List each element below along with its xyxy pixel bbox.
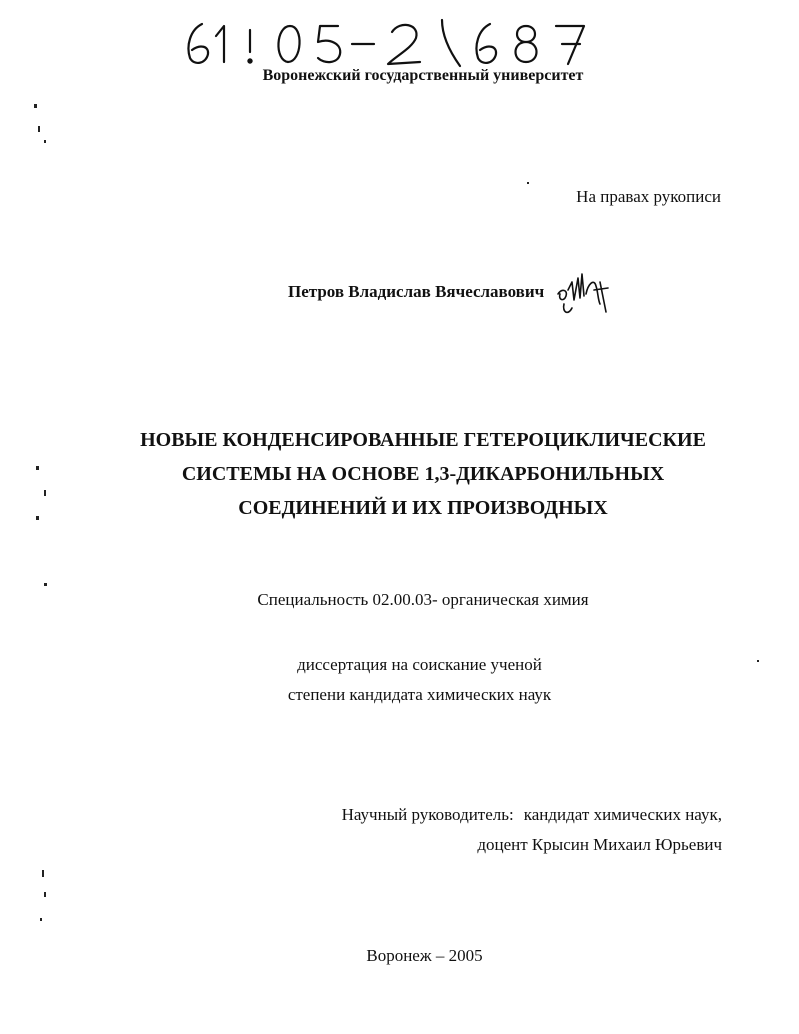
scan-speck: [44, 583, 47, 586]
handwritten-archive-code: [180, 16, 610, 68]
author-name: Петров Владислав Вячеславович: [288, 282, 545, 301]
title-line-2: СИСТЕМЫ НА ОСНОВЕ 1,3-ДИКАРБОНИЛЬНЫХ: [181, 463, 665, 485]
scan-speck: [44, 892, 46, 897]
scan-speck: [38, 126, 40, 132]
scan-speck: [34, 104, 37, 108]
scan-speck: [42, 870, 44, 877]
supervisor-name: доцент Крысин Михаил Юрьевич: [477, 835, 722, 854]
supervisor-label: Научный руководитель:: [341, 805, 514, 824]
degree-line-1: диссертация на соискание ученой: [297, 655, 542, 674]
degree-line-2: степени кандидата химических наук: [287, 685, 552, 704]
scan-speck: [36, 516, 39, 520]
scan-speck: [44, 140, 46, 143]
supervisor-degree: кандидат химических наук,: [523, 805, 722, 824]
city-year: Воронеж – 2005: [366, 946, 483, 965]
dissertation-title: [0, 423, 799, 525]
scan-speck: [757, 660, 759, 662]
specialty: Специальность 02.00.03- органическая химия: [257, 590, 589, 609]
author-row: [288, 262, 614, 322]
title-line-1: НОВЫЕ КОНДЕНСИРОВАННЫЕ ГЕТЕРОЦИКЛИЧЕСКИЕ: [140, 429, 706, 451]
manuscript-rights-note: На правах рукописи: [576, 187, 721, 206]
scan-speck: [36, 466, 39, 470]
degree-statement: [0, 650, 799, 710]
scan-speck: [44, 490, 46, 496]
scan-speck: [527, 182, 529, 184]
supervisor-block: [342, 800, 722, 860]
title-line-3: СОЕДИНЕНИЙ И ИХ ПРОИЗВОДНЫХ: [238, 497, 608, 519]
handwritten-signature: [554, 264, 614, 320]
scan-speck: [40, 918, 42, 921]
university-name: Воронежский государственный университет: [262, 67, 584, 84]
